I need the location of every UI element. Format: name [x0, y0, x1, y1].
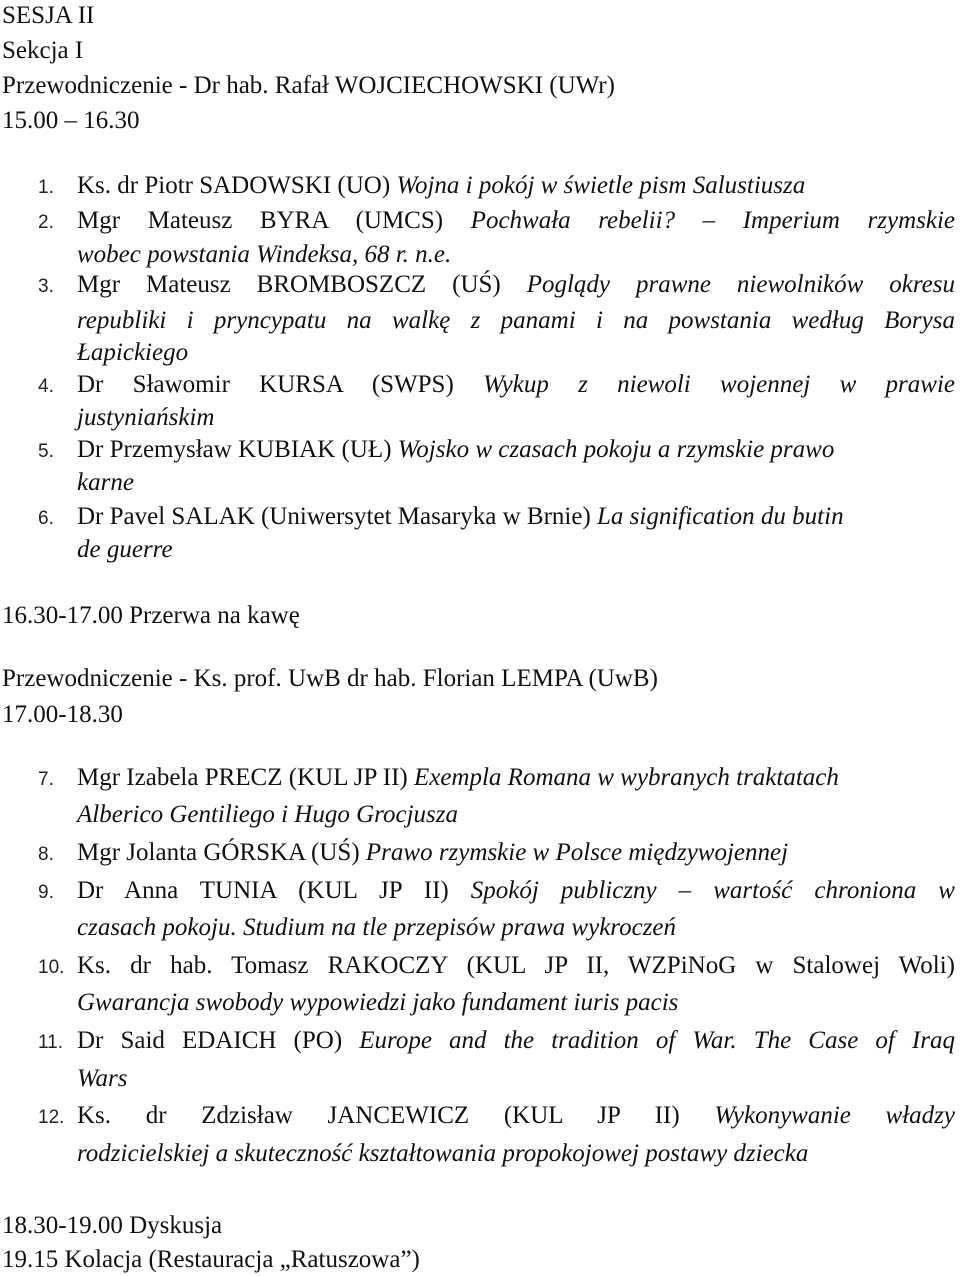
speaker-text: Mgr Mateusz BROMBOSZCZ (UŚ) [77, 271, 527, 298]
talk-title-text: Wykonywanie władzy [714, 1102, 956, 1129]
speaker-text: Dr Sławomir KURSA (SWPS) [77, 371, 484, 398]
talk-line [77, 1141, 955, 1166]
talk-title-text: de guerre [77, 536, 173, 563]
speaker-text: Ks. dr Zdzisław JANCEWICZ (KUL JP II) [77, 1102, 715, 1129]
talk-number: 2. [38, 212, 54, 233]
talk-number: 5. [38, 441, 54, 462]
talk-title-text: justyniańskim [77, 404, 215, 431]
talk-number: 6. [38, 508, 54, 529]
talk-number: 3. [38, 276, 54, 297]
talk-title-text: Wojsko w czasach pokoju a rzymskie prawo [397, 436, 835, 463]
speaker-text: Dr Anna TUNIA (KUL JP II) [77, 877, 471, 904]
talk-title-text: Europe and the tradition of War. The Case of Iraq [359, 1027, 955, 1054]
speaker-text: Dr Pavel SALAK (Uniwersytet Masaryka w Brnie) [77, 503, 598, 530]
speaker-text: Dr Przemysław KUBIAK (UŁ) [77, 436, 398, 463]
talk-title-text: Wojna i pokój w świetle pism Salustiusza [396, 172, 806, 199]
speaker-text: Mgr Mateusz BYRA (UMCS) [77, 207, 471, 234]
session-title: SESJA II [2, 2, 95, 29]
talk-title-text: Pochwała rebelii? – Imperium rzymskie [470, 207, 955, 234]
talk-line [77, 1028, 955, 1053]
talk-title-text: Prawo rzymskie w Polsce międzywojennej [365, 839, 789, 866]
talk-title-text: La signification du butin [597, 503, 844, 530]
talk-title-text: Łapickiego [77, 339, 189, 366]
dinner-slot: 19.15 Kolacja (Restauracja „Ratuszowa”) [2, 1246, 420, 1273]
talk-title-text: Alberico Gentiliego i Hugo Grocjusza [77, 801, 458, 828]
talk-number: 10. [38, 957, 65, 978]
talk-title-text: Spokój publiczny – wartość chroniona w [470, 877, 955, 904]
talk-number: 12. [38, 1107, 65, 1128]
discussion-slot: 18.30-19.00 Dyskusja [2, 1212, 223, 1239]
talk-number: 9. [38, 882, 54, 903]
chair-line-2: Przewodniczenie - Ks. prof. UwB dr hab. Florian LEMPA (UwB) [2, 665, 658, 692]
talk-line [77, 173, 955, 198]
time-slot-1: 15.00 – 16.30 [2, 107, 140, 134]
speaker-text: Mgr Jolanta GÓRSKA (UŚ) [77, 839, 366, 866]
talk-line [77, 272, 955, 297]
talk-line [77, 504, 955, 529]
talk-title-text: czasach pokoju. Studium na tle przepisów prawa wykroczeń [77, 914, 677, 941]
talk-line [77, 1103, 955, 1128]
talk-number: 1. [38, 177, 54, 198]
time-slot-2: 17.00-18.30 [2, 701, 123, 728]
talk-line [77, 340, 955, 365]
talk-line [77, 242, 955, 267]
talk-title-text: Poglądy prawne niewolników okresu [526, 271, 955, 298]
talk-number: 7. [38, 769, 54, 790]
talk-title-text: Wykup z niewoli wojennej w prawie [483, 371, 955, 398]
speaker-text: Mgr Izabela PRECZ (KUL JP II) [77, 764, 414, 791]
talk-title-text: wobec powstania Windeksa, 68 r. n.e. [77, 241, 452, 268]
talk-number: 11. [38, 1032, 64, 1053]
talk-line [77, 840, 955, 865]
talk-line [77, 990, 955, 1015]
talk-line [77, 915, 955, 940]
talk-line [77, 405, 955, 430]
talk-number: 8. [38, 844, 54, 865]
coffee-break: 16.30-17.00 Przerwa na kawę [2, 602, 300, 629]
chair-line-1: Przewodniczenie - Dr hab. Rafał WOJCIECHOWSKI (UWr) [2, 72, 615, 99]
talk-line [77, 372, 955, 397]
talk-line [77, 1066, 955, 1091]
talk-title-text: Wars [77, 1065, 128, 1092]
section-title: Sekcja I [2, 37, 84, 64]
talk-line [77, 437, 955, 462]
speaker-text: Ks. dr hab. Tomasz RAKOCZY (KUL JP II, WZPiNoG w Stalowej Woli) [77, 952, 955, 979]
talk-line [77, 208, 955, 233]
talk-line [77, 537, 955, 562]
talk-title-text: Exempla Romana w wybranych traktatach [413, 764, 839, 791]
talk-line [77, 953, 955, 978]
speaker-text: Ks. dr Piotr SADOWSKI (UO) [77, 172, 397, 199]
talk-title-text: rodzicielskiej a skuteczność kształtowania propokojowej postawy dziecka [77, 1140, 809, 1167]
talk-line [77, 878, 955, 903]
talk-line [77, 765, 955, 790]
talk-line [77, 802, 955, 827]
talk-title-text: Gwarancja swobody wypowiedzi jako fundament iuris pacis [77, 989, 679, 1016]
talk-title-text: republiki i pryncypatu na walkę z panami i na powstania według Borysa [77, 307, 955, 334]
talk-title-text: karne [77, 469, 134, 496]
talk-line [77, 308, 955, 333]
talk-line [77, 470, 955, 495]
speaker-text: Dr Said EDAICH (PO) [77, 1027, 360, 1054]
talk-number: 4. [38, 376, 54, 397]
